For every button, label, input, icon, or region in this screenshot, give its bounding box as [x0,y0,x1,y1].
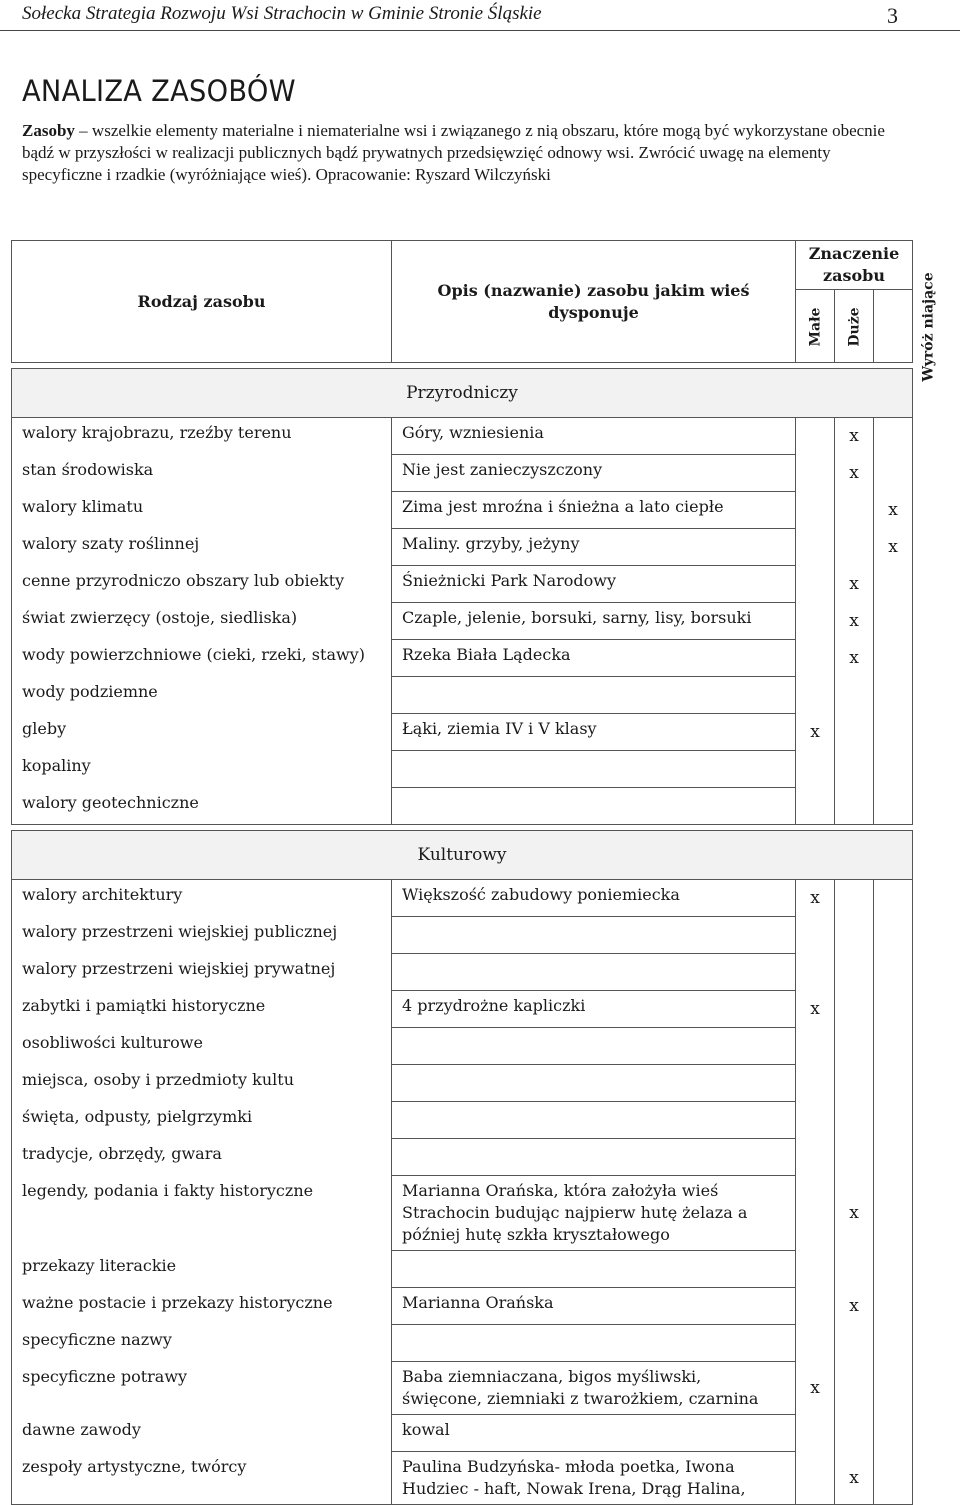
resource-description: Rzeka Biała Lądecka [392,640,796,677]
mark-distinct: x [874,529,913,566]
resource-kind: wody powierzchniowe (cieki, rzeki, stawy) [12,640,392,677]
mark-small [796,1288,835,1325]
mark-small: x [796,714,835,751]
resource-kind: dawne zawody [12,1415,392,1452]
mark-small [796,1452,835,1505]
section-row [12,831,913,880]
mark-distinct [874,640,913,677]
mark-distinct [874,954,913,991]
resource-description [392,917,796,954]
mark-small [796,1415,835,1452]
large-label: Duże [846,307,863,347]
table-row [12,1176,913,1251]
mark-distinct [874,1139,913,1176]
resource-description: Czaple, jelenie, borsuki, sarny, lisy, borsuki [392,603,796,640]
resource-description: Zima jest mroźna i śnieżna a lato ciepłe [392,492,796,529]
mark-small [796,677,835,714]
mark-small: x [796,991,835,1028]
table-row [12,880,913,917]
section-title: Przyrodniczy [12,369,913,418]
section-row [12,369,913,418]
mark-distinct [874,418,913,455]
mark-small [796,1176,835,1251]
mark-large [835,751,874,788]
resource-kind: miejsca, osoby i przedmioty kultu [12,1065,392,1102]
resource-kind: zespoły artystyczne, twórcy [12,1452,392,1505]
table-row [12,1325,913,1362]
mark-small [796,566,835,603]
table-row [12,714,913,751]
mark-distinct [874,1452,913,1505]
section-heading: ANALIZA ZASOBÓW [22,74,296,108]
intro-paragraph [22,120,912,186]
mark-large [835,1251,874,1288]
mark-distinct [874,880,913,917]
mark-distinct [874,714,913,751]
mark-distinct [874,991,913,1028]
table-row [12,1251,913,1288]
table-row [12,1415,913,1452]
small-label: Małe [807,307,824,347]
mark-distinct: x [874,492,913,529]
table-row [12,954,913,991]
table-row [12,1065,913,1102]
resource-description: Marianna Orańska [392,1288,796,1325]
resource-description: Paulina Budzyńska- młoda poetka, Iwona Hudziec - haft, Nowak Irena, Drąg Halina, [392,1452,796,1505]
table-row [12,1288,913,1325]
mark-distinct [874,566,913,603]
resource-description: Większość zabudowy poniemiecka [392,880,796,917]
table-row [12,455,913,492]
mark-large [835,788,874,825]
mark-large [835,880,874,917]
column-header-description: Opis (nazwanie) zasobu jakim wieś dysponuje [392,241,796,363]
table-row [12,1452,913,1505]
resource-kind: świat zwierzęcy (ostoje, siedliska) [12,603,392,640]
resource-kind: tradycje, obrzędy, gwara [12,1139,392,1176]
resource-kind: walory szaty roślinnej [12,529,392,566]
mark-small [796,603,835,640]
mark-distinct [874,1065,913,1102]
mark-distinct [874,1102,913,1139]
column-header-distinct [874,272,937,382]
mark-distinct [874,1028,913,1065]
mark-small [796,954,835,991]
section-title: Kulturowy [12,831,913,880]
resource-kind: specyficzne nazwy [12,1325,392,1362]
resource-description [392,1325,796,1362]
resource-kind: walory krajobrazu, rzeźby terenu [12,418,392,455]
resource-kind: walory przestrzeni wiejskiej prywatnej [12,954,392,991]
intro-term: Zasoby [22,121,75,140]
table-row [12,529,913,566]
resource-description [392,1251,796,1288]
resource-description: Nie jest zanieczyszczony [392,455,796,492]
mark-large [835,1362,874,1415]
mark-small [796,1251,835,1288]
resources-table [11,240,937,1505]
mark-large: x [835,566,874,603]
mark-large [835,529,874,566]
table-row [12,788,913,825]
table-row [12,566,913,603]
page-number: 3 [887,3,898,28]
mark-large [835,917,874,954]
mark-large [835,714,874,751]
resource-description [392,1102,796,1139]
resource-kind: kopaliny [12,751,392,788]
column-header-kind: Rodzaj zasobu [12,241,392,363]
page-header [0,0,960,31]
mark-small [796,917,835,954]
mark-large: x [835,455,874,492]
column-header-small [796,290,835,363]
table-row [12,492,913,529]
mark-distinct [874,1251,913,1288]
resource-description [392,677,796,714]
mark-large [835,1139,874,1176]
mark-large: x [835,418,874,455]
resource-kind: stan środowiska [12,455,392,492]
resource-kind: specyficzne potrawy [12,1362,392,1415]
resource-description [392,954,796,991]
mark-small [796,455,835,492]
mark-small [796,788,835,825]
table-row [12,917,913,954]
mark-large: x [835,640,874,677]
mark-distinct [874,677,913,714]
mark-distinct [874,917,913,954]
resource-kind: wody podziemne [12,677,392,714]
resource-kind: osobliwości kulturowe [12,1028,392,1065]
mark-distinct [874,1288,913,1325]
mark-small [796,418,835,455]
mark-large [835,954,874,991]
column-header-large [835,290,874,363]
resource-kind: święta, odpusty, pielgrzymki [12,1102,392,1139]
mark-distinct [874,603,913,640]
mark-large [835,1065,874,1102]
table-row [12,640,913,677]
mark-distinct [874,751,913,788]
table-row [12,1362,913,1415]
resource-kind: walory przestrzeni wiejskiej publicznej [12,917,392,954]
mark-distinct [874,1362,913,1415]
mark-large [835,677,874,714]
resource-kind: gleby [12,714,392,751]
table-row [12,1139,913,1176]
mark-large [835,1325,874,1362]
distinct-label: Wyróż niające [920,272,937,382]
table-row [12,418,913,455]
mark-small: x [796,1362,835,1415]
column-header-significance: Znaczenie zasobu [796,241,913,290]
mark-small [796,640,835,677]
mark-large [835,1415,874,1452]
resource-kind: ważne postacie i przekazy historyczne [12,1288,392,1325]
resource-kind: walory klimatu [12,492,392,529]
resource-description: Baba ziemniaczana, bigos myśliwski, święcone, ziemniaki z twarożkiem, czarnina [392,1362,796,1415]
intro-text: – wszelkie elementy materialne i niematerialne wsi i związanego z nią obszaru, które mogą być wykorzystane obecnie bądź w przyszłości w realizacji publicznych bądź prywatnych przedsięwzięć odnowy wsi. Zwrócić uwagę na elementy specyficzne i rzadkie (wyróżniające wieś). Opracowanie: Ryszard Wilczyński [22,121,885,184]
mark-small [796,1139,835,1176]
table-body [12,363,913,1505]
resource-description: Śnieżnicki Park Narodowy [392,566,796,603]
mark-small [796,1028,835,1065]
mark-large: x [835,1288,874,1325]
table-row [12,991,913,1028]
resource-kind: cenne przyrodniczo obszary lub obiekty [12,566,392,603]
mark-small [796,492,835,529]
mark-large: x [835,1452,874,1505]
resource-description: Maliny. grzyby, jeżyny [392,529,796,566]
resource-description: 4 przydrożne kapliczki [392,991,796,1028]
resource-kind: zabytki i pamiątki historyczne [12,991,392,1028]
mark-distinct [874,788,913,825]
resource-description: Marianna Orańska, która założyła wieś Strachocin budując najpierw hutę żelaza a później hutę szkła kryształowego [392,1176,796,1251]
document-title: Sołecka Strategia Rozwoju Wsi Strachocin w Gminie Stronie Śląskie [22,3,542,24]
resource-kind: walory geotechniczne [12,788,392,825]
table-row [12,1102,913,1139]
mark-small [796,1325,835,1362]
mark-small [796,751,835,788]
table-row [12,677,913,714]
resource-description: Góry, wzniesienia [392,418,796,455]
mark-large [835,991,874,1028]
resource-description [392,1028,796,1065]
resource-kind: legendy, podania i fakty historyczne [12,1176,392,1251]
mark-small [796,1102,835,1139]
mark-large: x [835,603,874,640]
mark-distinct [874,455,913,492]
mark-large: x [835,1176,874,1251]
mark-small: x [796,880,835,917]
resource-description [392,788,796,825]
mark-large [835,1028,874,1065]
mark-small [796,529,835,566]
resource-kind: przekazy literackie [12,1251,392,1288]
resource-description [392,1065,796,1102]
mark-large [835,1102,874,1139]
mark-small [796,1065,835,1102]
resource-description: kowal [392,1415,796,1452]
mark-distinct [874,1325,913,1362]
resource-description [392,751,796,788]
table-row [12,751,913,788]
resource-description: Łąki, ziemia IV i V klasy [392,714,796,751]
mark-distinct [874,1176,913,1251]
mark-distinct [874,1415,913,1452]
table-row [12,1028,913,1065]
resource-description [392,1139,796,1176]
table-row [12,603,913,640]
resource-kind: walory architektury [12,880,392,917]
mark-large [835,492,874,529]
